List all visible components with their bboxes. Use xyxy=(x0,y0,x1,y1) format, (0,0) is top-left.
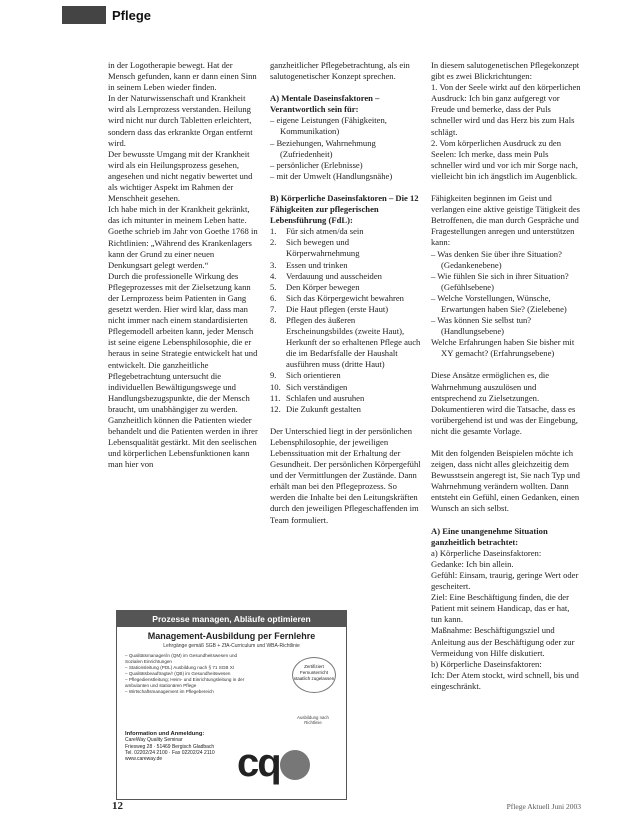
list-item: 3. Essen und trinken xyxy=(270,259,348,270)
logo-mark-icon xyxy=(280,750,310,780)
list-item: 12. Die Zukunft gestalten xyxy=(270,403,361,414)
list-item: – Qualitätsmanager/in (QM) im Gesundheitswesen und Sozialen Einrichtungen xyxy=(125,653,238,664)
brand-logo: cq xyxy=(237,741,310,786)
list-item: Maßnahme: Beschäftigungsziel und Anleitung aus der Beschäftigung oder zur Vermeidung von Hilfe diskutiert. xyxy=(431,625,575,658)
list-item: Gefühl: Einsam, traurig, geringe Wert oder gescheitert. xyxy=(431,569,579,592)
paragraph: 1. Von der Seele wirkt auf den körperlichen Ausdruck: Ich bin ganz aufgeregt vor Freude und bemerke, dass der Puls schneller wird und das Herz bis zum Hals schlägt. xyxy=(431,82,581,137)
section-heading: A) Mentale Daseinsfaktoren – Verantwortlich sein für: xyxy=(270,93,380,115)
paragraph: Ich habe mich in der Krankheit gekränkt, das ich mitunter in meinem Leben hatte. Goethe schrieb im Jahr von Goethe 1768 in Richtlinien: „Während des Krankenlagers kann der Grund zu einer neuen Denkungsart gelegt werden.“ xyxy=(108,204,258,270)
ad-course-list xyxy=(125,653,245,695)
paragraph: Der bewusste Umgang mit der Krankheit wird als ein Heilungsprozess gesehen, angesehen und nicht negativ bewertet und als wichtiger Aspekt im Rahmen der Menschheit gesehen. xyxy=(108,148,253,204)
list-item: a) Körperliche Daseinsfaktoren: xyxy=(431,547,542,558)
list-item: – persönlicher (Erlebnisse) xyxy=(270,159,363,170)
ad-headline: Management-Ausbildung per Fernlehre xyxy=(147,631,316,641)
list-item: Ich: Der Atem stockt, wird schnell, bis und eingeschränkt. xyxy=(431,669,579,691)
list-item: 4. Verdauung und ausscheiden xyxy=(270,270,382,281)
list-item: – eigene Leistungen (Fähigkeiten, Kommunikation) xyxy=(270,115,387,137)
list-item: Welche Erfahrungen haben Sie bisher mit XY gemacht? (Erfahrungsebene) xyxy=(431,337,575,359)
list-item: – Was denken Sie über ihre Situation? (Gedankenebene) xyxy=(431,248,562,270)
certification-seal-icon: Zertifiziert Fernunterricht staatlich zugelassen xyxy=(292,657,336,693)
list-item: Ziel: Eine Beschäftigung finden, die der Patient mit seinem Handicap, das er hat, tun kann. xyxy=(431,592,570,625)
contact-line: www.careway.de xyxy=(125,756,163,763)
contact-label: Information und Anmeldung: xyxy=(125,731,205,737)
contact-line: CareWay Quality Seminar xyxy=(125,737,183,744)
paragraph: Durch die professionelle Wirkung des Pflegeprozesses mit der Zielsetzung kann der Lernprozess beim Patienten in Gang gesetzt werden. Hier wird klar, dass man nicht immer nach einem standardisierten Pflegemodell arbeiten kann, jeder Mensch ist seine eigene Lebensphilosophie, die er heraus in seine Strategie entwickelt hat und entwickelt. Die ganzheitliche Pflegebetrachtung untersucht die individuellen Bewältigungswege und Handlungsbezugspunkte, die der Mensch braucht, um unabhängiger zu werden. Ganzheitlich können die Patienten wieder behandelt und die Patienten werden in ihrer Lebensqualität gestärkt. Mit den seelischen und körperlichen Lebensfunktionen kann man hier von xyxy=(108,270,258,470)
list-item: – mit der Umwelt (Handlungsnähe) xyxy=(270,170,393,181)
list-item: 10. Sich verständigen xyxy=(270,381,348,392)
list-item: 1. Für sich atmen/da sein xyxy=(270,226,364,237)
emblem-icon: Ausbildung nach Richtlinie xyxy=(297,715,329,725)
contact-line: Friesweg 28 · 51469 Bergisch Gladbach xyxy=(125,743,215,750)
column-2 xyxy=(270,60,422,526)
publication-source: Pflege Aktuell Juni 2003 xyxy=(506,802,581,811)
list-item: – Beziehungen, Wahrnehmung (Zufriedenheit) xyxy=(270,137,376,159)
list-item: – Wirtschaftsmanagement im Pflegebereich xyxy=(125,689,214,694)
header-bar xyxy=(62,6,106,24)
list-item: – Was können Sie selbst tun? (Handlungsebene) xyxy=(431,315,532,337)
paragraph: 2. Vom körperlichen Ausdruck zu den Seelen: Ich merke, dass mein Puls schneller wird und vor ich mir Sorge nach, vielleicht bin ich ängstlich im Augenblick. xyxy=(431,137,578,181)
ad-banner: Prozesse managen, Abläufe optimieren xyxy=(117,611,346,627)
list-item: 9. Sich orientieren xyxy=(270,370,341,381)
list-item: – Welche Vorstellungen, Wünsche, Erwartungen haben Sie? (Zielebene) xyxy=(431,292,567,314)
section-title: Pflege xyxy=(112,7,152,23)
page-header xyxy=(62,6,151,24)
list-item: 5. Den Körper bewegen xyxy=(270,281,360,292)
column-3 xyxy=(431,60,581,692)
list-item: – Wie fühlen Sie sich in ihrer Situation? (Gefühlsebene) xyxy=(431,270,569,292)
ad-tagline: Lehrgänge gemäß SGB + ZfA-Curriculum und WBA-Richtlinie xyxy=(163,643,300,649)
list-item: 6. Sich das Körpergewicht bewahren xyxy=(270,292,404,303)
list-item: Gedanke: Ich bin allein. xyxy=(431,558,514,569)
paragraph: ganzheitlicher Pflegebetrachtung, als ein salutogenetischer Konzept sprechen. xyxy=(270,60,410,82)
list-item: 11. Schlafen und ausruhen xyxy=(270,392,365,403)
paragraph: in der Logotherapie bewegt. Hat der Mensch gefunden, kann er dann einen Sinn in seinem Leben wieder finden. xyxy=(108,60,257,93)
list-item: – Stationsleitung (PDL) Ausbildung nach § 71 SGB XI xyxy=(125,665,235,670)
contact-line: Tel. 02202/24 2100 · Fax 02202/24 2110 xyxy=(125,749,215,756)
list-item: 7. Die Haut pflegen (erste Haut) xyxy=(270,303,389,314)
page-number: 12 xyxy=(112,800,123,812)
paragraph: Diese Ansätze ermöglichen es, die Wahrnehmung auszulösen und entsprechend zu Zielsetzungen. Dokumentieren wird die Tatsache, dass es vorübergehend ist und was der Eingebung, nicht die gesamte Vorlage. xyxy=(431,370,578,436)
ad-contact xyxy=(125,731,215,762)
advertisement xyxy=(116,610,347,800)
paragraph: In der Naturwissenschaft und Krankheit wird als Lernprozess verstanden. Heilung wird nicht nur durch Tabletten erleichtert, sondern dass das erkrankte Organ entfernt wird. xyxy=(108,93,253,148)
list-item: – Qualitätsbeauftragte/r (QB) im Gesundheitswesen xyxy=(125,671,231,676)
paragraph: Der Unterschied liegt in der persönlichen Lebensphilosophie, der jeweiligen Lebenssituation mit der Erhaltung der Gesundheit. Der persönlichen Körpergefühl und der Vermittlungen der Zustände. Dann erhält man bei den Pflegeprozess. So werden die Inhalte bei den Leitungskräften durch den jeweiligen Pflegeschaffenden im Team formuliert. xyxy=(270,425,421,525)
list-item: 2. Sich bewegen und Körperwahrnehmung xyxy=(270,237,360,259)
paragraph: Mit den folgenden Beispielen möchte ich zeigen, dass nicht alles gleichzeitig dem Bewusstsein angeregt ist, Sie nach Typ und Wahrnehmung verändern wollten. Dann entsteht ein Gefühl, einen Gedanken, einen Wunsch an sich selbst. xyxy=(431,448,580,514)
column-1 xyxy=(108,60,258,470)
section-heading: B) Körperliche Daseinsfaktoren – Die 12 Fähigkeiten zur pflegerischen Lebensführung (FdL): xyxy=(270,192,419,226)
section-heading: A) Eine unangenehme Situation ganzheitlich betrachtet: xyxy=(431,525,548,547)
paragraph: Fähigkeiten beginnen im Geist und verlangen eine aktive geistige Tätigkeit des Betroffenen, die man durch Gespräche und Fragestellungen anregen und unterstützen kann: xyxy=(431,193,580,248)
list-item: – Pflegedienstleitung; Heim- und Einrichtungsleitung in der ambulanten und stationären Pflege xyxy=(125,677,245,688)
list-item: b) Körperliche Daseinsfaktoren: xyxy=(431,658,542,669)
paragraph: In diesem salutogenetischen Pflegekonzept gibt es zwei Blickrichtungen: xyxy=(431,60,580,82)
list-item: 8. Pflegen des äußeren Erscheinungsbildes (zweite Haut), Herkunft der so erhaltenen Pflege auch die im Bedarfsfalle der Haushalt ausführen muss (dritte Haut) xyxy=(270,314,421,370)
